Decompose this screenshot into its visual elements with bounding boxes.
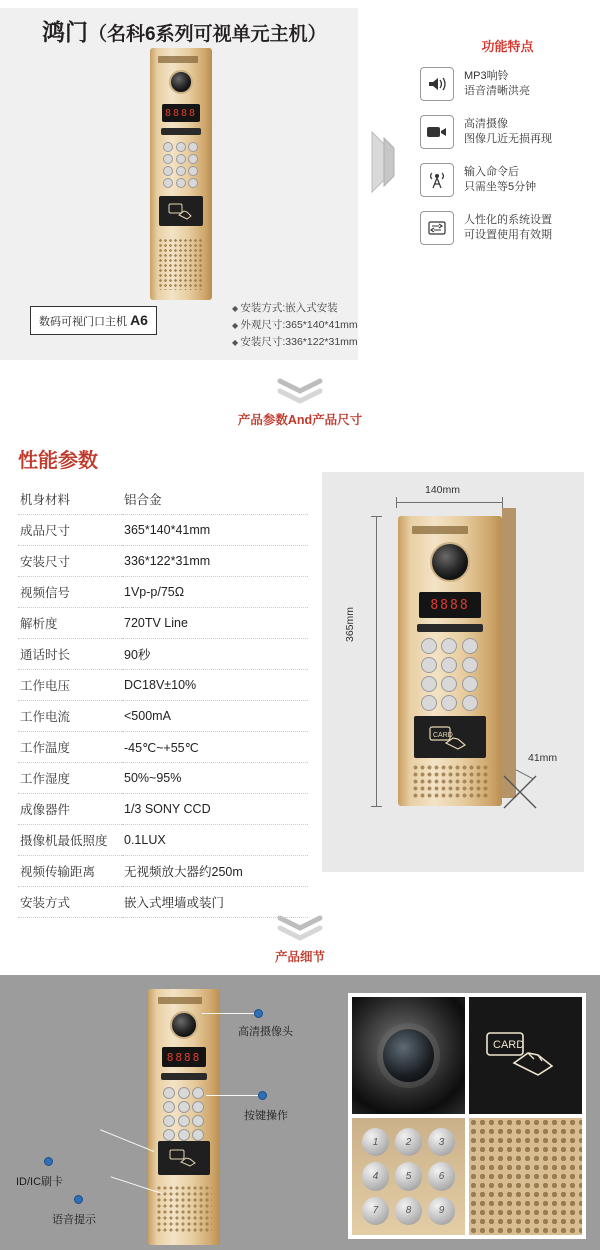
keypad-key (188, 142, 198, 152)
keypad-key (421, 657, 437, 673)
width-tick-left (396, 497, 397, 508)
keypad-key (188, 178, 198, 188)
keypad-key (163, 166, 173, 176)
spec-key: 安装方式 (18, 887, 122, 918)
svg-text:CARD: CARD (492, 1038, 524, 1051)
product-title-main: （名科6系列可视单元主机） (88, 24, 327, 45)
spec-key: 通话时长 (18, 639, 122, 670)
keypad-key (188, 154, 198, 164)
photo-key: 5 (395, 1162, 422, 1190)
spec-key: 工作温度 (18, 732, 122, 763)
table-row (18, 515, 308, 546)
keypad-key (192, 1115, 204, 1127)
spec-key: 工作电压 (18, 670, 122, 701)
camera-lens (169, 70, 193, 94)
keypad-key (176, 142, 186, 152)
spec-key: 视频信号 (18, 577, 122, 608)
hand-card-icon (484, 1027, 568, 1085)
details-section (0, 975, 600, 1250)
display-digits: 8888 (166, 1050, 202, 1064)
camera-icon (420, 115, 454, 149)
feature-line2: 可设置使用有效期 (464, 229, 552, 241)
hand-card-icon (428, 724, 472, 750)
speaker-slot (417, 624, 483, 632)
table-row (18, 484, 308, 515)
hand-card-icon (169, 1148, 199, 1168)
table-row (18, 639, 308, 670)
width-label: 140mm (425, 484, 461, 496)
device-side-face (502, 508, 516, 798)
antenna-icon (420, 163, 454, 197)
arrow-right-icon (370, 130, 396, 194)
keypad-key (163, 1129, 175, 1141)
keypad-key (192, 1129, 204, 1141)
feature-line2: 图像几近无损再现 (464, 133, 552, 145)
keypad-key (178, 1129, 190, 1141)
display-digits: 8888 (430, 597, 470, 613)
hero-spec-item: ◆ 安装尺寸:336*122*31mm (232, 334, 358, 351)
spec-key: 工作湿度 (18, 763, 122, 794)
hero-section (0, 0, 600, 360)
keypad (163, 142, 199, 188)
keypad-key (441, 695, 457, 711)
height-label: 365mm (344, 606, 356, 642)
hand-card-icon (168, 202, 194, 220)
camera-lens (170, 1011, 198, 1039)
feature-item-camera (420, 115, 595, 149)
spec-value: 1Vp-p/75Ω (122, 577, 308, 608)
keypad-key (441, 638, 457, 654)
callout-dot-keypad[interactable] (258, 1091, 267, 1100)
divider-label: 产品参数And产品尺寸 (237, 413, 363, 427)
spec-value: 0.1LUX (122, 825, 308, 856)
callout-label-camera: 高清摄像头 (238, 1026, 293, 1038)
spec-key: 成像器件 (18, 794, 122, 825)
keypad-key (462, 657, 478, 673)
keypad-key (178, 1115, 190, 1127)
photo-key: 3 (428, 1128, 455, 1156)
cross-mark-icon (500, 772, 540, 812)
feature-item-command (420, 163, 595, 197)
keypad-key (462, 638, 478, 654)
spec-value: 无视频放大器约250m (122, 856, 308, 887)
feature-line1: 输入命令后 (464, 166, 519, 178)
keypad-key (421, 676, 437, 692)
speaker-grill (156, 1185, 212, 1233)
camera-lens (430, 542, 470, 582)
spec-key: 安装尺寸 (18, 546, 122, 577)
spec-value: 365*140*41mm (122, 515, 308, 546)
display-digits: 8888 (164, 107, 198, 119)
table-row (18, 670, 308, 701)
spec-key: 工作电流 (18, 701, 122, 732)
model-badge-code: A6 (130, 312, 148, 328)
device-logo (158, 997, 202, 1004)
table-row (18, 546, 308, 577)
keypad-key (176, 166, 186, 176)
keypad-key (163, 154, 173, 164)
keypad-key (441, 657, 457, 673)
model-badge (30, 306, 157, 335)
device-logo (412, 526, 468, 534)
keypad-key (441, 676, 457, 692)
keypad-key (462, 695, 478, 711)
photo-key: 7 (362, 1197, 389, 1225)
height-tick-top (371, 516, 382, 517)
chevron-down-icon (277, 378, 323, 404)
spec-key: 解析度 (18, 608, 122, 639)
spec-key: 视频传输距离 (18, 856, 122, 887)
feature-line1: MP3响铃 (464, 70, 509, 82)
keypad-key (178, 1087, 190, 1099)
spec-value: 720TV Line (122, 608, 308, 639)
feature-line1: 高清摄像 (464, 118, 508, 130)
spec-value: 336*122*31mm (122, 546, 308, 577)
dimension-diagram (322, 472, 584, 872)
table-row (18, 794, 308, 825)
callout-label-voice: 语音提示 (52, 1214, 96, 1226)
features-panel (420, 36, 595, 259)
photo-key: 9 (428, 1197, 455, 1225)
width-tick-right (502, 497, 503, 508)
divider-label: 产品细节 (274, 950, 325, 964)
speaker-slot (161, 128, 201, 135)
features-heading: 功能特点 (481, 39, 534, 54)
spec-table (18, 484, 308, 918)
height-tick-bottom (371, 806, 382, 807)
device-logo (158, 56, 198, 63)
table-row (18, 887, 308, 918)
page-title (42, 14, 327, 47)
model-badge-prefix: 数码可视门口主机 (39, 316, 127, 328)
spec-value: DC18V±10% (122, 670, 308, 701)
device-illustration-hero (150, 48, 212, 300)
keypad-key (192, 1101, 204, 1113)
keypad-key (176, 178, 186, 188)
rfid-card-reader (414, 716, 486, 758)
photo-camera-lens (352, 997, 465, 1114)
keypad-key (163, 1101, 175, 1113)
keypad-key (462, 676, 478, 692)
speaker-grill (412, 764, 488, 800)
height-dim-line (376, 516, 377, 806)
callout-leader-line (202, 1013, 256, 1014)
keypad-key (163, 178, 173, 188)
params-heading: 性能参数 (18, 450, 98, 472)
spec-key: 机身材料 (18, 484, 122, 515)
spec-value: 1/3 SONY CCD (122, 794, 308, 825)
keypad (163, 1087, 205, 1141)
speaker-slot (161, 1073, 207, 1080)
table-row (18, 608, 308, 639)
lcd-display (162, 1047, 206, 1067)
lcd-display (419, 592, 481, 618)
table-row (18, 577, 308, 608)
table-row (18, 856, 308, 887)
chevron-down-icon (277, 915, 323, 941)
table-row (18, 825, 308, 856)
spec-value: 铝合金 (122, 484, 308, 515)
divider-product-params (0, 360, 600, 436)
spec-value: 50%~95% (122, 763, 308, 794)
photo-key: 1 (362, 1128, 389, 1156)
depth-label: 41mm (528, 752, 558, 764)
feature-text (464, 165, 536, 195)
feature-text (464, 117, 552, 147)
table-row (18, 763, 308, 794)
photo-card-reader (469, 997, 582, 1114)
keypad-key (163, 142, 173, 152)
device-illustration-dim (398, 516, 502, 806)
table-row (18, 732, 308, 763)
callout-dot-camera[interactable] (254, 1009, 263, 1018)
keypad-key (178, 1101, 190, 1113)
hero-top-strip (0, 0, 358, 8)
feature-text (464, 213, 552, 243)
keypad-key (192, 1087, 204, 1099)
feature-line2: 只需坐等5分钟 (464, 181, 537, 193)
speaker-icon (420, 67, 454, 101)
detail-photo-grid (348, 993, 586, 1239)
photo-key: 4 (362, 1162, 389, 1190)
lcd-display (162, 104, 200, 122)
feature-text (464, 69, 530, 99)
feature-line2: 语音清晰洪亮 (464, 85, 530, 97)
spec-value: 嵌入式埋墙或装门 (122, 887, 308, 918)
speaker-grill (158, 238, 204, 290)
spec-value: -45℃~+55℃ (122, 732, 308, 763)
settings-icon (420, 211, 454, 245)
keypad-key (163, 1087, 175, 1099)
callout-leader-line (206, 1095, 260, 1096)
callout-label-card: ID/IC刷卡 (16, 1176, 64, 1188)
spec-value: <500mA (122, 701, 308, 732)
photo-key: 8 (395, 1197, 422, 1225)
callout-dot-voice[interactable] (74, 1195, 83, 1204)
photo-key: 2 (395, 1128, 422, 1156)
brand-name: 鸿门 (42, 19, 88, 45)
keypad-key (421, 695, 437, 711)
keypad-key (421, 638, 437, 654)
spec-key: 摄像机最低照度 (18, 825, 122, 856)
hero-spec-item: ◆ 外观尺寸:365*140*41mm (232, 317, 358, 334)
params-section (0, 436, 600, 911)
keypad-key (176, 154, 186, 164)
spec-key: 成品尺寸 (18, 515, 122, 546)
hero-spec-list (232, 300, 358, 351)
spec-value: 90秒 (122, 639, 308, 670)
callout-label-keypad: 按键操作 (244, 1110, 288, 1122)
photo-key: 6 (428, 1162, 455, 1190)
feature-item-settings (420, 211, 595, 245)
callout-leader-line (100, 1129, 154, 1152)
callout-dot-card[interactable] (44, 1157, 53, 1166)
feature-line1: 人性化的系统设置 (464, 214, 552, 226)
svg-text:CARD: CARD (433, 732, 453, 739)
hero-spec-item: ◆ 安装方式:嵌入式安装 (232, 300, 358, 317)
width-dim-line (396, 502, 502, 503)
table-row (18, 701, 308, 732)
photo-keypad (352, 1118, 465, 1235)
device-illustration-detail (148, 989, 220, 1245)
keypad (421, 638, 479, 711)
rfid-card-reader (158, 1141, 210, 1175)
keypad-key (163, 1115, 175, 1127)
photo-speaker-grill (469, 1118, 582, 1235)
divider-product-details (0, 911, 600, 975)
feature-item-mp3 (420, 67, 595, 101)
rfid-card-reader (159, 196, 203, 226)
keypad-key (188, 166, 198, 176)
